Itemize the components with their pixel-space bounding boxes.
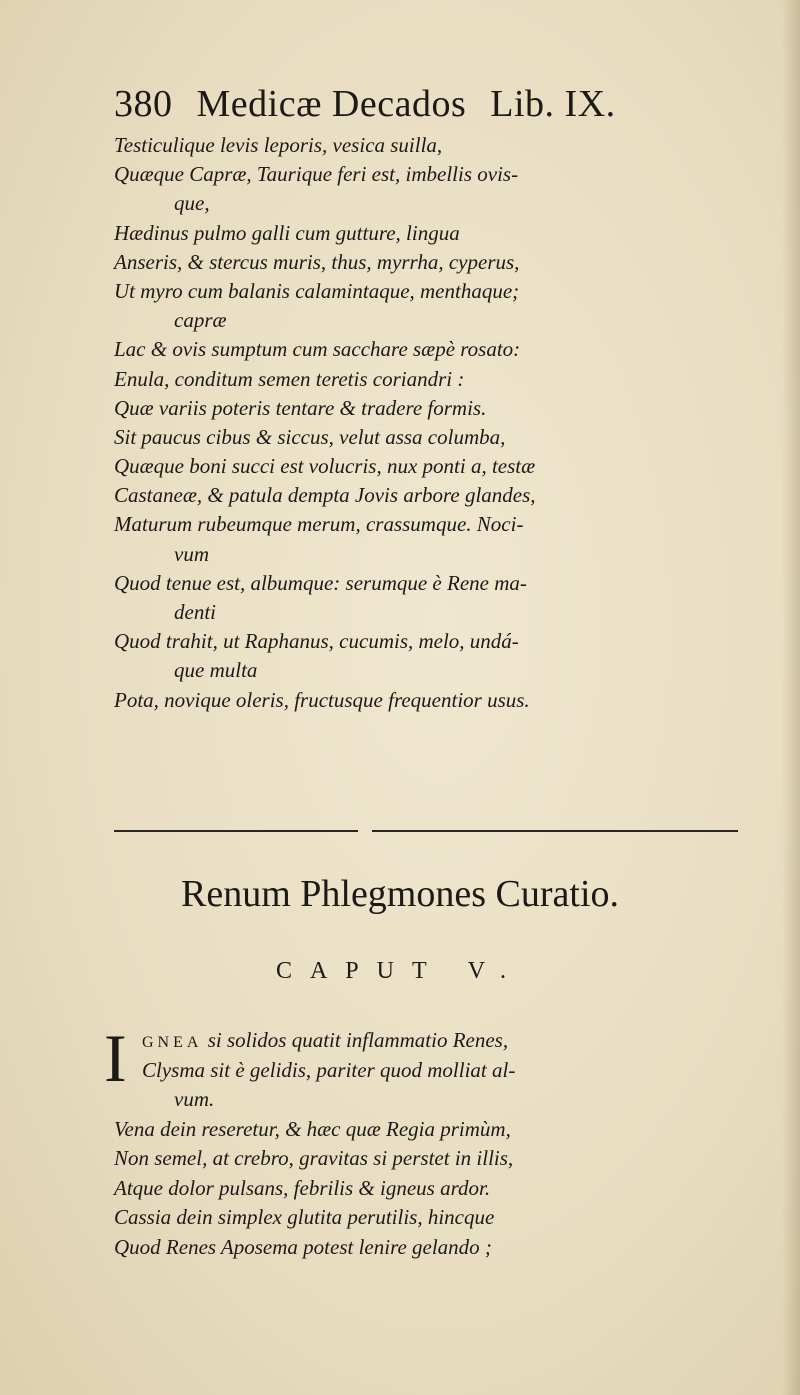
page-edge-shadow — [782, 0, 800, 1395]
first-word-caps: GNEA — [142, 1034, 203, 1051]
verse-line: Cassia dein simplex glutita perutilis, hincque — [114, 1205, 495, 1229]
verse-line: Clysma sit è gelidis, pariter quod molliat al- — [142, 1057, 516, 1082]
verse-line: Anseris, & stercus muris, thus, myrrha, cyperus, — [114, 249, 520, 274]
verse-line: Ut myro cum balanis calamintaque, menthaque; — [114, 278, 520, 303]
section-title: Renum Phlegmones Curatio. — [180, 873, 620, 915]
verse-line: Quæque boni succi est volucris, nux ponti a, testæ — [114, 454, 536, 479]
verse-line: Quod trahit, ut Raphanus, cucumis, melo, undá- — [114, 629, 519, 654]
verse-line: Quod tenue est, albumque: serumque è Rene ma- — [114, 570, 527, 595]
section-divider-right — [372, 830, 738, 832]
verse-line: Castaneæ, & patula dempta Jovis arbore glandes, — [114, 483, 536, 508]
verse-line-continuation: vum — [174, 541, 209, 566]
verse-line: Atque dolor pulsans, febrilis & igneus ardor. — [114, 1175, 491, 1200]
verse-line: Non semel, at crebro, gravitas si perstet in illis, — [114, 1146, 514, 1170]
verse-line-first — [114, 1026, 764, 1056]
section-divider-left — [114, 830, 358, 832]
verse-line-continuation: capræ — [174, 308, 227, 333]
verse-line: Quæque Capræ, Taurique feri est, imbellis ovis- — [114, 162, 519, 187]
verse-line: Vena dein reseretur, & hæc quæ Regia primùm, — [114, 1116, 511, 1141]
running-title: Medicæ Decados — [196, 83, 467, 125]
running-header — [114, 82, 714, 126]
page-number: 380 — [114, 83, 173, 125]
chapter-heading: CAPUT V. — [275, 958, 525, 984]
verse-line: Maturum rubeumque merum, crassumque. Noci- — [114, 512, 524, 537]
verse-line: Hædinus pulmo galli cum gutture, lingua — [114, 220, 460, 245]
first-line-text: si solidos quatit inflammatio Renes, — [207, 1028, 509, 1052]
verse-block-bottom — [114, 1026, 764, 1262]
verse-block-top — [114, 131, 764, 715]
verse-line: Sit paucus cibus & siccus, velut assa columba, — [114, 424, 506, 449]
verse-line: Quæ variis poteris tentare & tradere formis. — [114, 395, 487, 420]
verse-line-continuation: que multa — [174, 658, 258, 683]
verse-line-continuation: que, — [174, 191, 210, 216]
verse-line-continuation: vum. — [174, 1087, 215, 1111]
verse-line: Testiculique levis leporis, vesica suilla, — [114, 133, 443, 157]
drop-cap: I — [104, 1020, 127, 1096]
verse-line: Quod Renes Aposema potest lenire gelando ; — [114, 1234, 492, 1259]
verse-line: Pota, novique oleris, fructusque frequentior usus. — [114, 687, 530, 712]
verse-line: Enula, conditum semen teretis coriandri : — [114, 366, 465, 391]
book-label: Lib. IX. — [490, 83, 616, 125]
verse-line-continuation: denti — [174, 600, 216, 624]
verse-line: Lac & ovis sumptum cum sacchare sæpè rosato: — [114, 337, 521, 362]
